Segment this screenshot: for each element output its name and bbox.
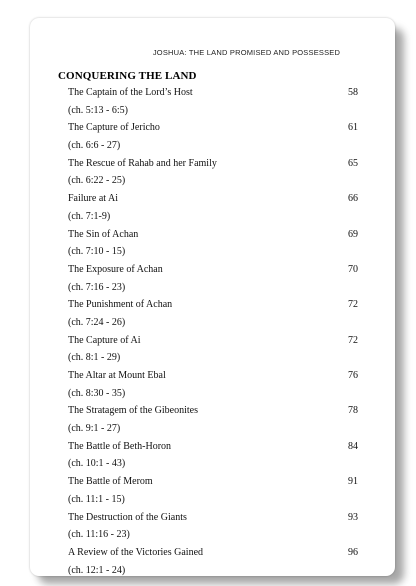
toc-entry-title-line (68, 544, 358, 562)
toc-entry-title: The Sin of Achan (68, 228, 139, 240)
toc-entry-ref: (ch. 7:16 - 23) (68, 281, 126, 293)
toc-entry-page: 78 (348, 405, 358, 417)
toc-entry-title: The Battle of Beth-Horon (68, 440, 172, 452)
toc-entry-ref: (ch. 7:10 - 15) (68, 246, 126, 258)
toc-entry-page: 70 (348, 263, 358, 275)
toc-entry-ref: (ch. 7:1-9) (68, 210, 111, 222)
toc-entry-title: The Battle of Merom (68, 476, 153, 488)
toc-entry-ref: (ch. 7:24 - 26) (68, 316, 126, 328)
toc-entry (68, 509, 358, 544)
toc-entry (68, 367, 358, 402)
toc-entry-ref: (ch. 11:16 - 23) (68, 529, 130, 541)
toc-entry-title: Failure at Ai (68, 193, 118, 205)
toc-entry-page: 96 (348, 546, 358, 558)
toc-entry-title-line (68, 402, 358, 420)
toc-entry-title-line (68, 119, 358, 137)
toc-entry-title: The Captain of the Lord’s Host (68, 87, 193, 98)
toc-entry (68, 84, 358, 119)
running-head: JOSHUA: THE LAND PROMISED AND POSSESSED (152, 48, 341, 57)
toc-entry-title: The Exposure of Achan (68, 263, 163, 275)
toc-entry (68, 544, 358, 579)
toc-entry-page: 72 (348, 299, 358, 311)
toc-entry-title-line (68, 332, 358, 350)
toc-entry-title-line (68, 367, 358, 385)
toc-entry-title-line (68, 84, 358, 102)
table-of-contents (68, 84, 358, 579)
section-title: CONQUERING THE LAND (58, 70, 197, 82)
toc-entry-title: The Destruction of the Giants (68, 511, 187, 523)
toc-entry-ref: (ch. 6:22 - 25) (68, 175, 126, 187)
toc-entry (68, 190, 358, 225)
toc-entry-title-line (68, 473, 358, 491)
toc-entry-ref: (ch. 10:1 - 43) (68, 458, 126, 470)
toc-entry-page: 93 (348, 511, 358, 523)
toc-entry-page: 61 (348, 122, 358, 134)
toc-entry-title: The Altar at Mount Ebal (68, 370, 166, 381)
toc-entry-title-line (68, 296, 358, 314)
toc-entry-title: The Rescue of Rahab and her Family (68, 157, 217, 169)
toc-entry-ref: (ch. 11:1 - 15) (68, 493, 125, 505)
toc-entry (68, 119, 358, 154)
toc-entry (68, 155, 358, 190)
toc-entry-title: The Punishment of Achan (68, 299, 173, 311)
toc-entry-ref: (ch. 9:1 - 27) (68, 423, 121, 435)
toc-entry-ref: (ch. 5:13 - 6:5) (68, 104, 128, 116)
toc-entry-title-line (68, 155, 358, 173)
toc-entry (68, 473, 358, 508)
toc-entry (68, 438, 358, 473)
toc-entry-ref: (ch. 12:1 - 24) (68, 564, 126, 576)
toc-entry-ref: (ch. 8:30 - 35) (68, 387, 126, 399)
toc-entry (68, 402, 358, 437)
toc-entry-title: The Stratagem of the Gibeonites (68, 405, 198, 417)
toc-entry-ref: (ch. 6:6 - 27) (68, 140, 121, 152)
toc-entry-page: 72 (348, 334, 358, 346)
toc-entry-title: A Review of the Victories Gained (68, 546, 204, 558)
toc-entry-title-line (68, 226, 358, 244)
toc-entry (68, 261, 358, 296)
toc-entry (68, 332, 358, 367)
toc-entry-page: 69 (348, 228, 358, 240)
toc-entry-title: The Capture of Jericho (68, 122, 160, 134)
toc-entry-page: 91 (348, 476, 358, 488)
toc-entry-ref: (ch. 8:1 - 29) (68, 352, 121, 364)
toc-entry-page: 58 (348, 87, 358, 98)
toc-entry-page: 65 (348, 157, 358, 169)
toc-entry-title-line (68, 509, 358, 527)
toc-entry-page: 66 (348, 193, 358, 205)
toc-entry-page: 84 (348, 440, 358, 452)
book-page (30, 18, 395, 576)
toc-entry-title-line (68, 438, 358, 456)
toc-entry-title: The Capture of Ai (68, 334, 141, 346)
toc-entry (68, 226, 358, 261)
toc-entry-title-line (68, 190, 358, 208)
toc-entry-page: 76 (348, 370, 358, 381)
toc-entry-title-line (68, 261, 358, 279)
toc-entry (68, 296, 358, 331)
